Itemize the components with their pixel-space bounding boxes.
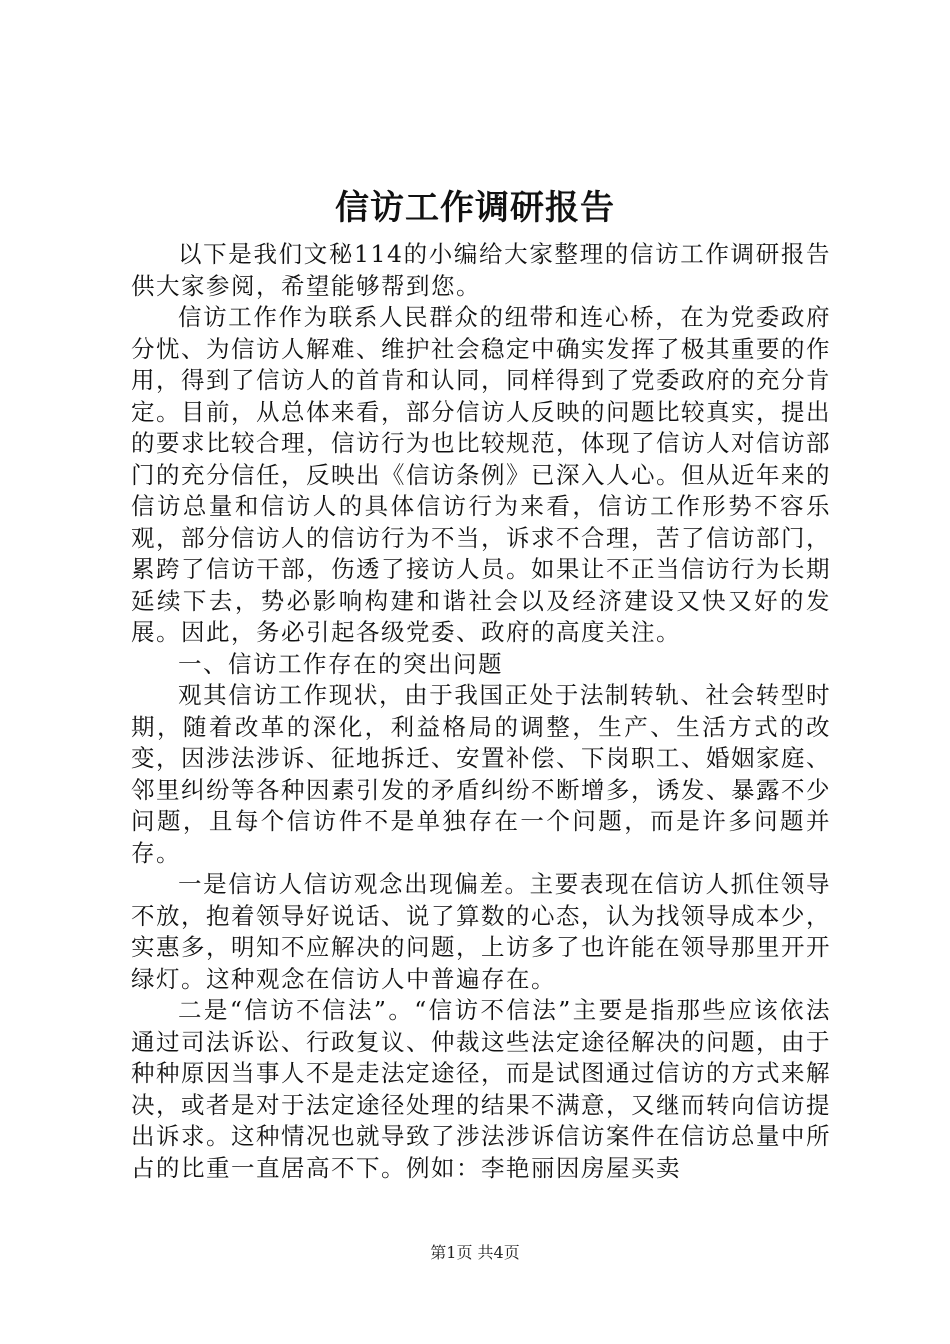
- document-title: 信访工作调研报告: [335, 188, 615, 228]
- problem-one-paragraph: 一是信访人信访观念出现偏差。主要表现在信访人抓住领导不放，抱着领导好说话、说了算数的心态，认为找领导成本少，实惠多，明知不应解决的问题，上访多了也许能在领导那里开开绿灯。这种观念在信访人中普遍存在。: [131, 870, 831, 993]
- background-paragraph: 信访工作作为联系人民群众的纽带和连心桥，在为党委政府分忧、为信访人解难、维护社会稳定中确实发挥了极其重要的作用，得到了信访人的首肯和认同，同样得到了党委政府的充分肯定。目前，从总体来看，部分信访人反映的问题比较真实，提出的要求比较合理，信访行为也比较规范，体现了信访人对信访部门的充分信任，反映出《信访条例》已深入人心。但从近年来的信访总量和信访人的具体信访行为来看，信访工作形势不容乐观，部分信访人的信访行为不当，诉求不合理，苦了信访部门，累跨了信访干部，伤透了接访人员。如果让不正当信访行为长期延续下去，势必影响构建和谐社会以及经济建设又快又好的发展。因此，务必引起各级党委、政府的高度关注。: [131, 303, 831, 646]
- document-body: [131, 239, 831, 1184]
- problems-overview-paragraph: 观其信访工作现状，由于我国正处于法制转轨、社会转型时期，随着改革的深化，利益格局的调整，生产、生活方式的改变，因涉法涉诉、征地拆迁、安置补偿、下岗职工、婚姻家庭、邻里纠纷等各种因素引发的矛盾纠纷不断增多，诱发、暴露不少问题，且每个信访件不是单独存在一个问题，而是许多问题并存。: [131, 681, 831, 867]
- section-heading: 一、信访工作存在的突出问题: [178, 649, 503, 678]
- problem-two-paragraph: 二是“信访不信法”。“信访不信法”主要是指那些应该依法通过司法诉讼、行政复议、仲裁这些法定途径解决的问题，由于种种原因当事人不是走法定途径，而是试图通过信访的方式来解决，或者是对于法定途径处理的结果不满意，又继而转向信访提出诉求。这种情况也就导致了涉法涉诉信访案件在信访总量中所占的比重一直居高不下。例如：李艳丽因房屋买卖: [131, 996, 831, 1182]
- intro-paragraph: 以下是我们文秘114的小编给大家整理的信访工作调研报告供大家参阅，希望能够帮到您。: [131, 240, 831, 300]
- page-footer: 第1页 共4页: [430, 1243, 520, 1262]
